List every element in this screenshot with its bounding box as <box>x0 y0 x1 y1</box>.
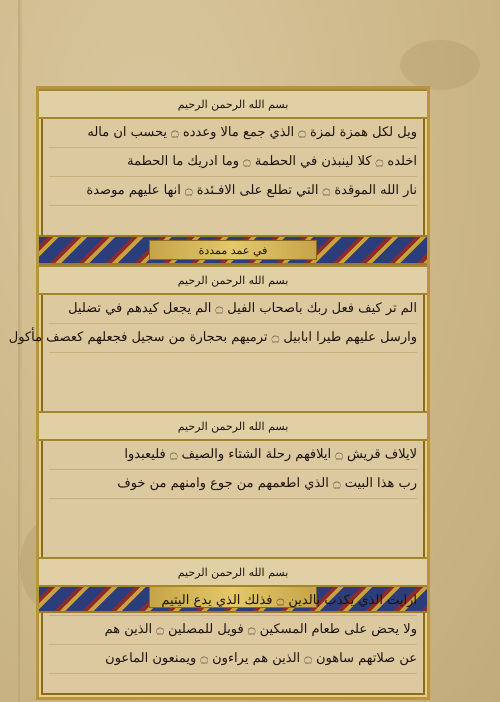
text-line: ويل لكل همزة لمزة ۝ الذي جمع مالا وعدده ۝ يحسب ان ماله <box>49 119 417 148</box>
text-frame <box>8 86 430 700</box>
text-line: عن صلاتهم ساهون ۝ الذين هم يراءون ۝ ويمنعون الماعون <box>49 645 417 674</box>
cartouche-text: في عمد ممددة <box>198 243 268 257</box>
basmala-text: بسم الله الرحمن الرحيم <box>177 97 289 111</box>
text-line: ولا يحض على طعام المسكين ۝ فويل للمصلين ۝ الذين هم <box>49 616 417 645</box>
text-line: وارسل عليهم طيرا ابابيل ۝ ترميهم بحجارة من سجيل فجعلهم كعصف مأكول <box>49 324 417 353</box>
text-block-3 <box>39 439 427 501</box>
basmala-text: بسم الله الرحمن الرحيم <box>177 273 289 287</box>
basmala-heading <box>39 411 427 441</box>
illuminated-cartouche <box>149 240 317 260</box>
text-line: نار الله الموقدة ۝ التي تطلع على الافـئدة ۝ انها عليهم موصدة <box>49 177 417 206</box>
text-line: لايلاف قريش ۝ ايلافهم رحلة الشتاء والصيف ۝ فليعبدوا <box>49 441 417 470</box>
text-line: اخلده ۝ كلا لينبذن في الحطمة ۝ وما ادريك ما الحطمة <box>49 148 417 177</box>
text-block-1 <box>39 117 427 208</box>
basmala-text: بسم الله الرحمن الرحيم <box>177 419 289 433</box>
basmala-heading <box>39 557 427 587</box>
text-block-2 <box>8 293 427 355</box>
basmala-heading <box>39 89 427 119</box>
illuminated-band <box>39 235 427 265</box>
basmala-text: بسم الله الرحمن الرحيم <box>177 565 289 579</box>
text-line: ارايت الذي يكذب بالدين ۝ فذلك الذي يدع اليتيم <box>49 587 417 616</box>
text-block-4 <box>39 585 427 676</box>
basmala-heading <box>39 265 427 295</box>
paper-stain <box>400 40 480 90</box>
text-line: الم تر كيف فعل ربك باصحاب الفيل ۝ الم يجعل كيدهم في تضليل <box>49 295 417 324</box>
text-line: رب هذا البيت ۝ الذي اطعمهم من جوع وامنهم من خوف <box>49 470 417 499</box>
